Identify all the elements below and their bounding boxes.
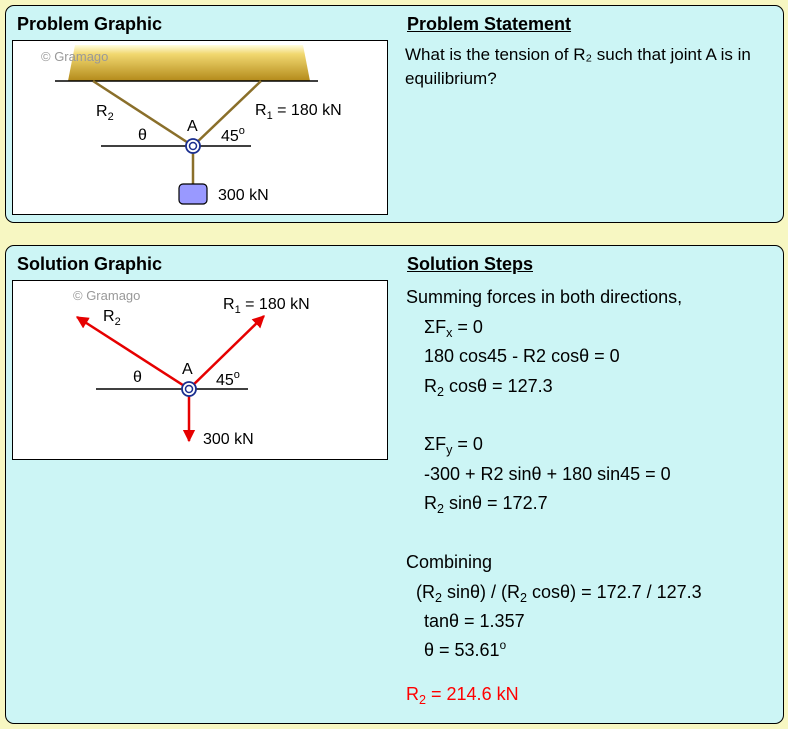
angle-label: 45$^o$: [216, 369, 240, 389]
step-sum-fx: $\Sigma F_x = 0$: [424, 317, 483, 340]
solution-graphic-heading: Solution Graphic: [17, 254, 163, 274]
joint-a-icon: [182, 382, 196, 396]
solution-steps-heading: Solution Steps: [407, 254, 533, 274]
watermark: © Gramago: [73, 288, 141, 303]
theta-label: θ: [133, 369, 142, 386]
weight-label: 300 kN: [203, 431, 254, 448]
step-ratio: ($R_2$ $\sin\theta) / (R_2$ cosθ) = 172.7 / 127.3: [416, 582, 702, 605]
step-combining: Combining: [406, 552, 493, 572]
step-intro: Summing forces in both directions,: [406, 287, 683, 307]
step-tan: tanθ = 1.357: [424, 611, 525, 631]
problem-statement-text: What is the tension of R₂ such that joint A is in equilibrium?: [405, 45, 751, 88]
problem-statement-heading: Problem Statement: [407, 14, 572, 34]
problem-graphic-heading: Problem Graphic: [17, 14, 163, 34]
weight-label: 300 kN: [218, 187, 269, 204]
problem-graphic: [12, 40, 388, 215]
r1-label: $R_1 = 180$ kN: [255, 102, 342, 122]
weight-block: [179, 184, 207, 204]
step-y-result: $R_2$ sinθ = 172.7: [424, 493, 548, 516]
step-y-equation: -300 + R2 sinθ + 180 sin45 = 0: [424, 464, 671, 484]
r2-label: $R_2$: [103, 308, 121, 328]
step-sum-fy: $\Sigma F_y = 0$: [424, 434, 483, 457]
r1-label: $R_1 = 180$ kN: [223, 296, 310, 316]
step-theta: $\theta = 53.61^o$: [424, 639, 507, 660]
watermark: © Gramago: [41, 49, 109, 64]
theta-label: θ: [138, 127, 147, 144]
final-answer: $R_2 = 214.6$ kN: [406, 684, 519, 707]
angle-label: 45$^o$: [221, 125, 245, 145]
step-x-equation: 180 cos45 - R2 cosθ = 0: [424, 346, 620, 366]
joint-a-icon: [186, 139, 200, 153]
solution-graphic: [12, 280, 388, 460]
r2-label: $R_2$: [96, 103, 114, 123]
joint-label: A: [187, 118, 198, 135]
step-x-result: $R_2$ cosθ = 127.3: [424, 376, 553, 399]
joint-label: A: [182, 361, 193, 378]
